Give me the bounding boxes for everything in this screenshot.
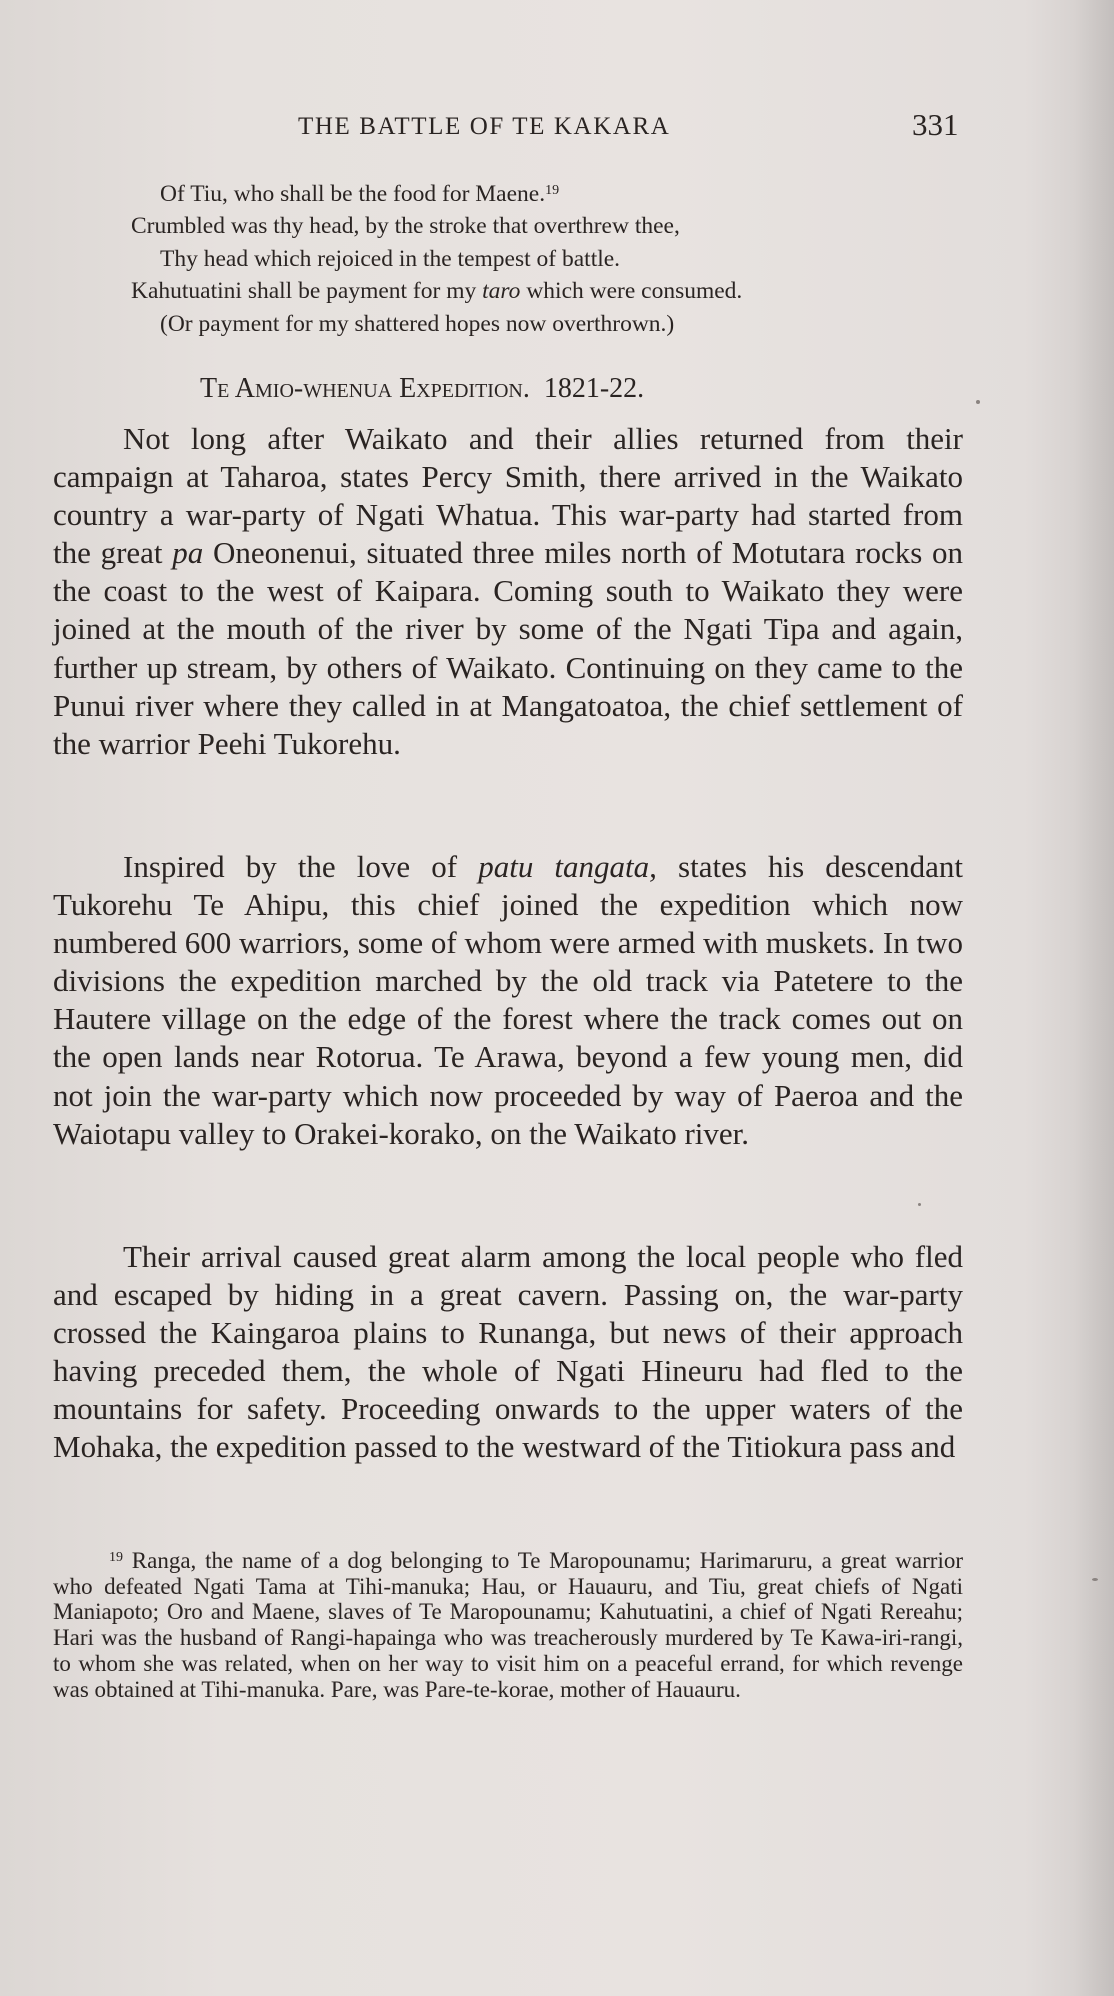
poem-line: (Or payment for my shattered hopes now overthrown.)	[160, 311, 675, 337]
paragraph-italic: patu tangata,	[478, 849, 657, 884]
poem-text: which were consumed.	[520, 278, 743, 304]
paragraph	[53, 848, 963, 1153]
poem-text: Kahutuatini shall be payment for my	[131, 278, 483, 304]
page-number: 331	[912, 107, 959, 142]
section-heading	[200, 373, 644, 405]
paper-speck	[976, 400, 980, 404]
paper-speck	[1092, 1578, 1098, 1581]
page-header	[0, 107, 1114, 147]
paragraph-text: Not long after Waikato and their allies returned from their campaign at Taharoa, states Percy Smith, there arrived in the Waikato country a war-party of Ngati Whatua. This war-party had started from the great	[53, 421, 963, 571]
page-edge-shadow	[1074, 0, 1114, 1996]
footnote-ref: 19	[545, 183, 560, 198]
paragraph-text: Oneonenui, situated three miles north of Motutara rocks on the coast to the west of Kaipara. Coming south to Waikato they were joined at the mouth of the river by some of the Ngati Tipa and again, further up stream, by others of Waikato. Continuing on they came to the Punui river where they called in at Mangatoatoa, the chief settlement of the warrior Peehi Tukorehu.	[53, 535, 963, 761]
poem-text: Of Tiu, who shall be the food for Maene.	[160, 181, 546, 207]
running-head: THE BATTLE OF TE KAKARA	[298, 113, 671, 140]
poem-line	[131, 275, 742, 308]
paper-speck	[918, 1203, 921, 1206]
footnote	[53, 1548, 963, 1702]
poem-line: Crumbled was thy head, by the stroke that overthrew thee,	[131, 213, 680, 239]
paragraph	[53, 1238, 963, 1467]
section-title: Te Amio-whenua Expedition.	[200, 373, 530, 404]
poem-line: Thy head which rejoiced in the tempest of battle.	[160, 246, 621, 272]
footnote-text: Ranga, the name of a dog belonging to Te Maropounamu; Harimaruru, a great warrior who defeated Ngati Tama at Tihi-manuka; Hau, or Hauauru, and Tiu, great chiefs of Ngati Maniapoto; Oro and Maene, slaves of Te Maropounamu; Kahutuatini, a chief of Ngati Rereahu; Hari was the husband of Rangi-hapainga who was treacherously murdered by Te Kawa-iri-rangi, to whom she was related, when on her way to visit him on a peaceful errand, for which revenge was obtained at Tihi-manuka. Pare, was Pare-te-korae, mother of Hauauru.	[53, 1548, 963, 1702]
section-years: 1821-22.	[543, 373, 645, 404]
paragraph-text: states his descendant Tukorehu Te Ahipu, this chief joined the expedition which now numbered 600 warriors, some of whom were armed with muskets. In two divisions the expedition marched by the old track via Patetere to the Hautere village on the edge of the forest where the track comes out on the open lands near Rotorua. Te Arawa, beyond a few young men, did not join the war-party which now proceeded by way of Paeroa and the Waiotapu valley to Orakei-korako, on the Waikato river.	[53, 849, 963, 1151]
paragraph	[53, 420, 963, 763]
paragraph-italic: pa	[172, 535, 204, 571]
paragraph-text: Their arrival caused great alarm among the local people who fled and escaped by hiding in a great cavern. Passing on, the war-party crossed the Kaingaroa plains to Runanga, but news of their approach having preceded them, the whole of Ngati Hineuru had fled to the mountains for safety. Proceeding onwards to the upper waters of the Mohaka, the expedition passed to the westward of the Titiokura pass and	[53, 1239, 963, 1465]
poem-line	[160, 178, 559, 211]
poem-italic: taro	[482, 278, 521, 304]
footnote-number: 19	[109, 1550, 123, 1565]
paragraph-text: Inspired by the love of	[123, 849, 479, 884]
